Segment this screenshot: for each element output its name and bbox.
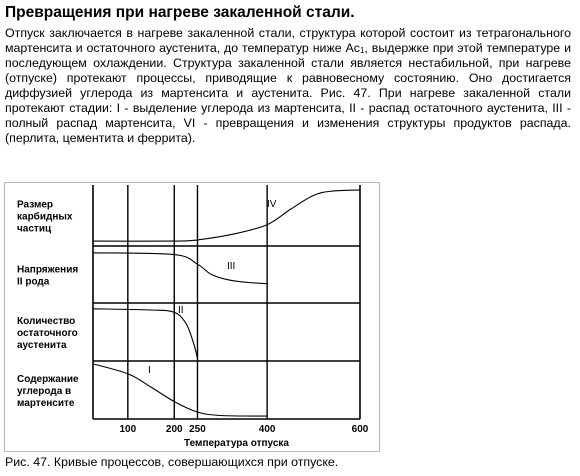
panel-3-label-line-2: остаточного	[17, 328, 78, 339]
stage-label-III: III	[227, 261, 236, 272]
panel-1-label-line-3: частиц	[17, 223, 52, 235]
panel-4-label-line-3: мартенсите	[17, 398, 75, 409]
panel-1-label-line-2: карбидных	[17, 211, 73, 223]
process-curves-chart	[5, 183, 379, 451]
panel-1-label-line-1: Размер	[17, 199, 54, 211]
stage-label-II: II	[178, 305, 184, 316]
x-axis-title: Температура отпуска	[184, 438, 289, 449]
body-paragraph	[5, 26, 571, 146]
curve-panel-2	[93, 253, 267, 284]
x-tick-label-250: 250	[189, 424, 206, 435]
x-tick-label-200: 200	[165, 424, 183, 435]
panel-4-label-line-2: углерода в	[17, 386, 72, 397]
paragraph-subscript: 1	[359, 46, 365, 55]
figure-47	[4, 182, 380, 452]
paragraph-part2: , выдержке при этой температуре и последующем охлаждении. Структура закаленной стали является нестабильной, при нагреве (отпуске) протекают процессы, приводящие к равновесному состоянию. Оно достигается диффузией углерода из мартенсита и аустенита. Рис. 47. При нагреве закаленной стали протекают стадии: I - выделение углерода из мартенсита, II - распад остаточного аустенита, III - полный распад мартенсита, VI - превращения и изменения структуры продуктов распада. (перлита, цементита и феррита).	[5, 41, 571, 145]
curve-panel-3	[93, 309, 198, 358]
panel-3-label-line-1: Количество	[17, 316, 76, 327]
stage-label-I: I	[148, 365, 151, 376]
x-tick-label-600: 600	[351, 424, 369, 435]
paragraph-part1: Отпуск заключается в нагреве закаленной стали, структура которой состоит из тетрагонального мартенсита и остаточного аустенита, до температур ниже Ас	[5, 26, 571, 55]
panel-2-label-line-1: Напряжения	[17, 264, 79, 276]
curve-panel-4	[93, 364, 267, 416]
section-title: Превращения при нагреве закаленной стали.	[5, 4, 355, 21]
panel-3-label-line-3: аустенита	[17, 340, 67, 351]
panel-4-label-line-1: Содержание	[17, 374, 79, 385]
figure-caption: Рис. 47. Кривые процессов, совершающихся при отпуске.	[5, 455, 339, 469]
stage-label-IV: IV	[267, 199, 277, 210]
panel-2-label-line-2: II рода	[17, 276, 50, 288]
x-tick-label-400: 400	[258, 424, 276, 435]
x-tick-label-100: 100	[119, 424, 137, 435]
curve-panel-1	[93, 190, 360, 241]
